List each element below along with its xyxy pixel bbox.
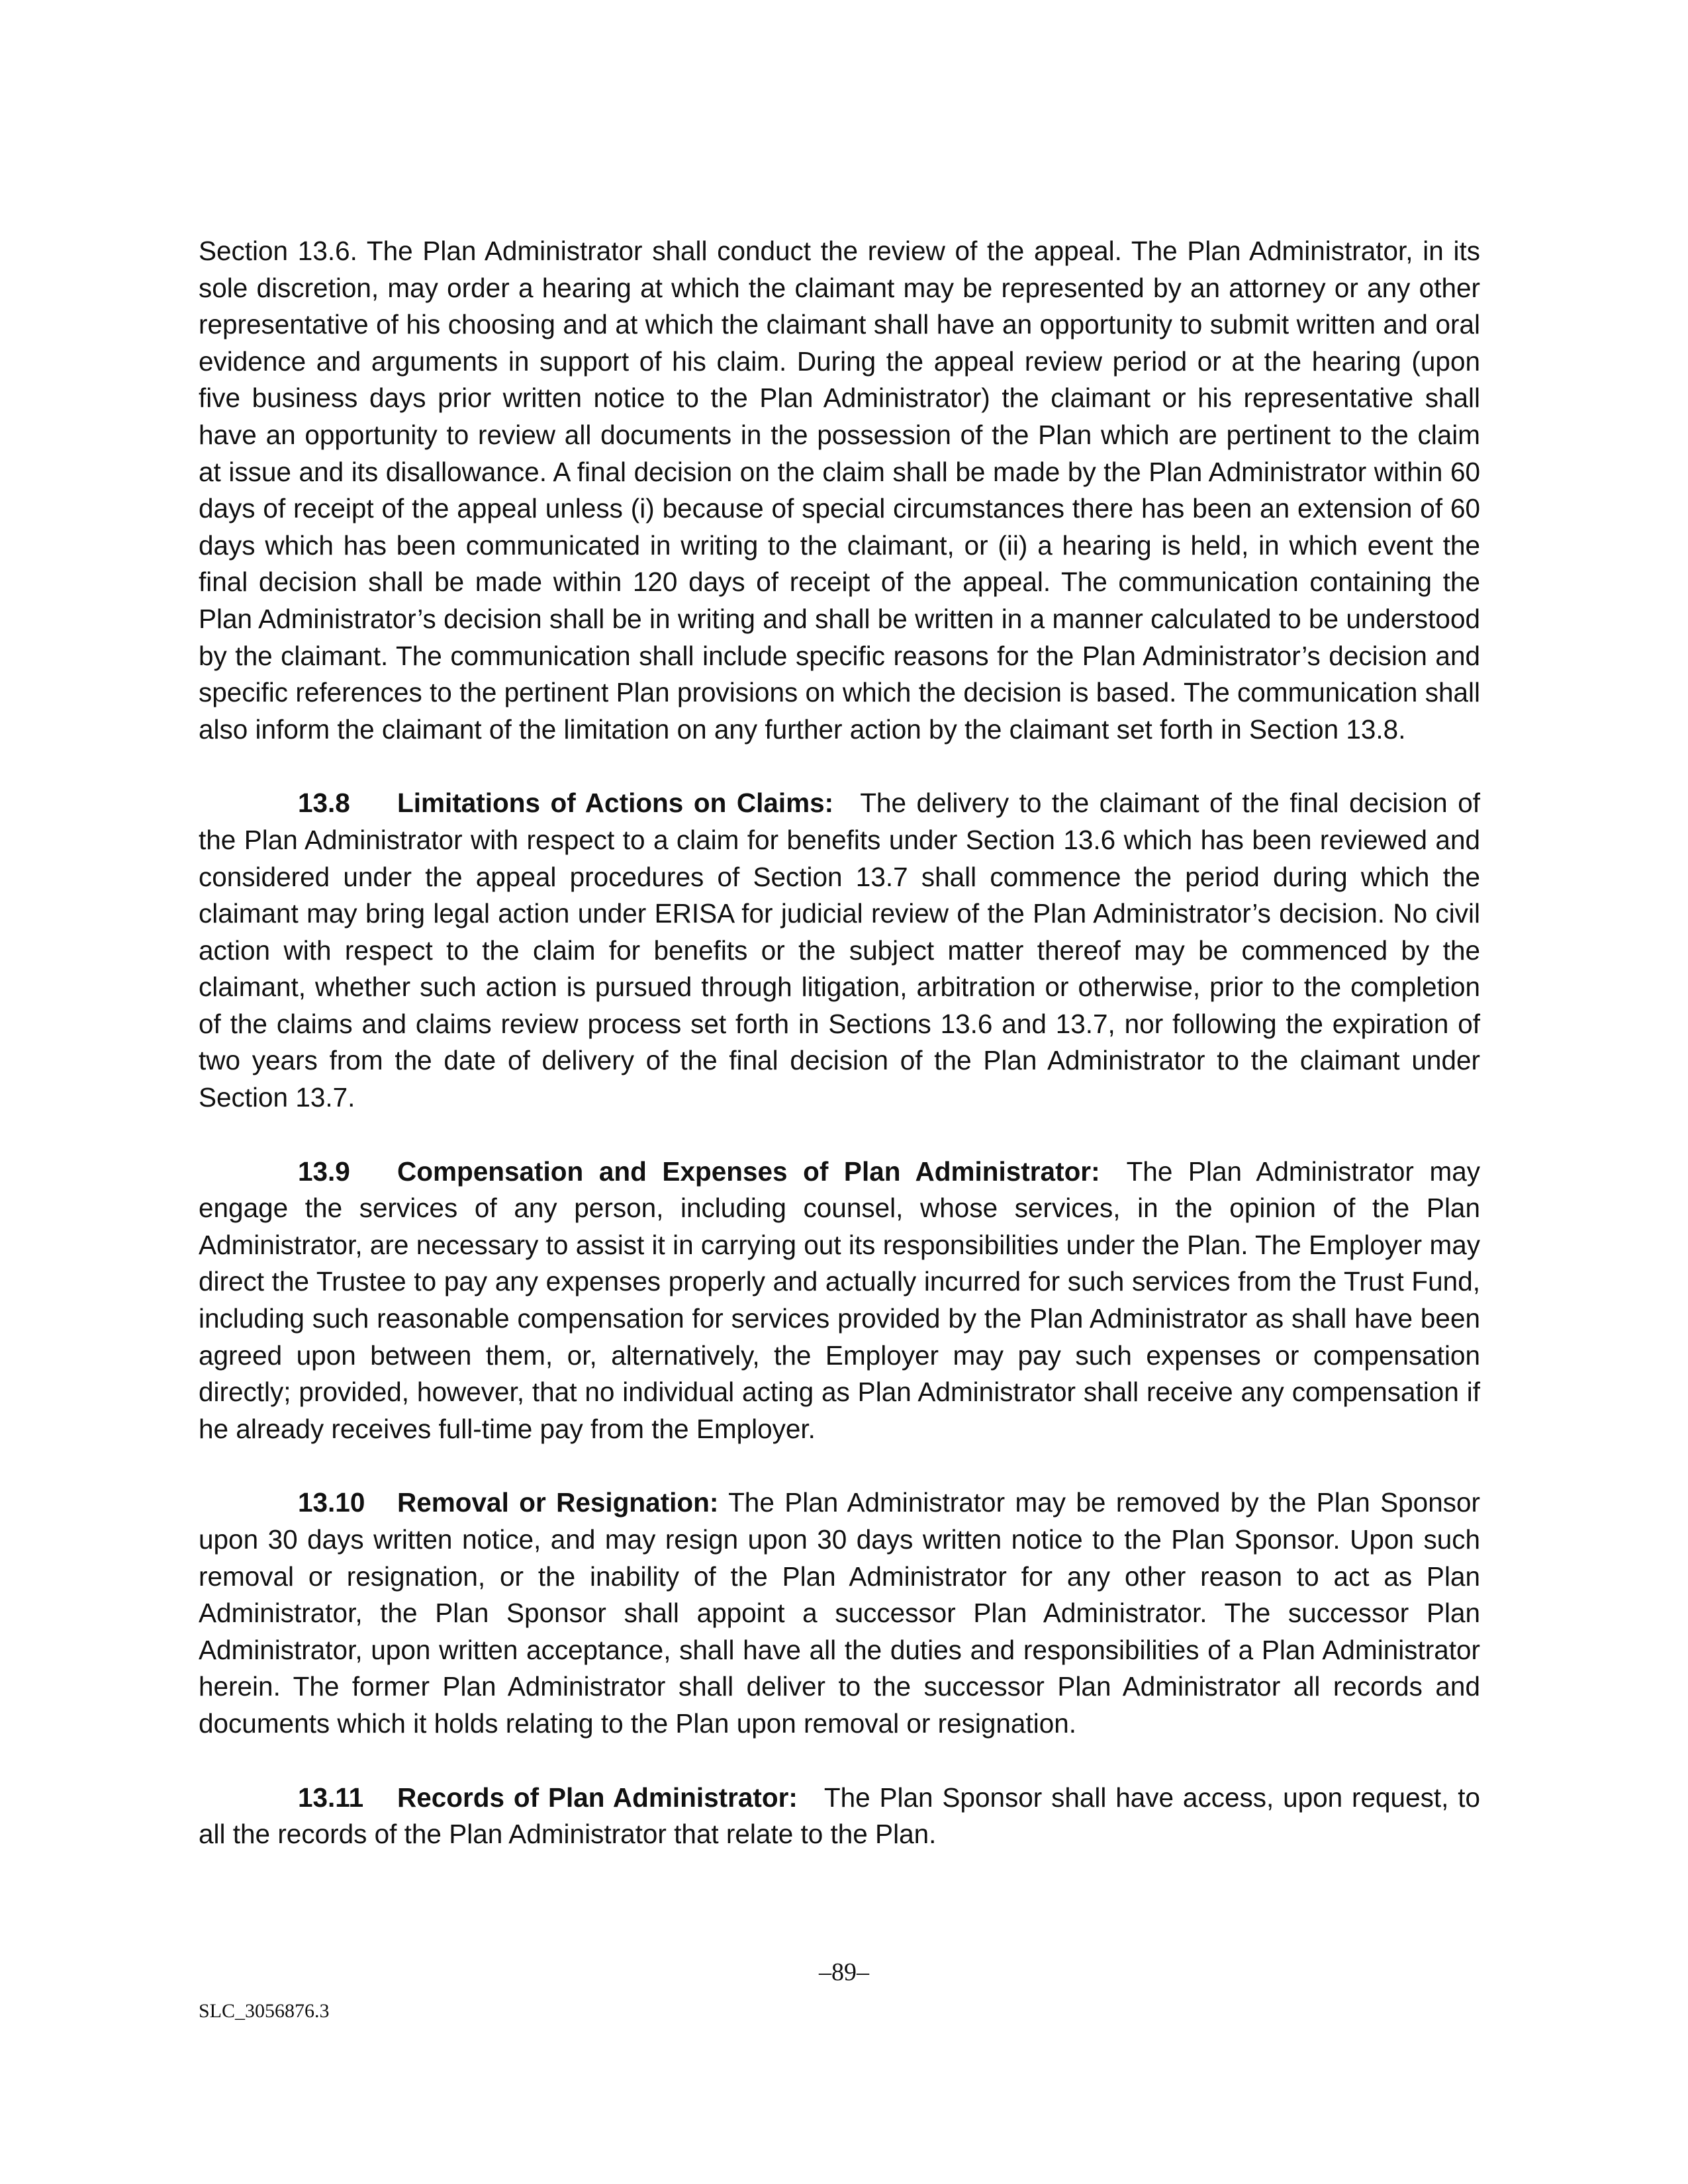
section-title: Limitations of Actions on Claims: [397, 788, 834, 819]
document-body [199, 233, 1480, 1853]
section-13-9 [199, 1154, 1480, 1448]
section-13-11 [199, 1780, 1480, 1853]
section-13-8 [199, 785, 1480, 1116]
section-text: The delivery to the claimant of the final decision of the Plan Administrator with respect to a claim for benefits under Section 13.6 which has been reviewed and considered under the appeal procedures of Section 13.7 shall commence the period during which the claimant may bring legal action under ERISA for judicial review of the Plan Administrator’s decision. No civil action with respect to the claim for benefits or the subject matter thereof may be commenced by the claimant, whether such action is pursued through litigation, arbitration or otherwise, prior to the completion of the claims and claims review process set forth in Sections 13.6 and 13.7, nor following the expiration of two years from the date of delivery of the final decision of the Plan Administrator to the claimant under Section 13.7. [199, 788, 1480, 1113]
paragraph-section-13-7-continuation [199, 233, 1480, 748]
section-text: The Plan Sponsor shall have access, upon request, to all the records of the Plan Administrator that relate to the Plan. [199, 1782, 1480, 1850]
section-number: 13.11 [298, 1782, 364, 1813]
section-number: 13.10 [298, 1487, 365, 1518]
section-title: Records of Plan Administrator: [397, 1782, 798, 1813]
section-title: Removal or Resignation: [397, 1487, 719, 1518]
section-13-10 [199, 1484, 1480, 1742]
section-title: Compensation and Expenses of Plan Administrator: [397, 1156, 1100, 1187]
page-number: –89– [819, 1958, 869, 1986]
section-text: The Plan Administrator may engage the services of any person, including counsel, whose services, in the opinion of the Plan Administrator, are necessary to assist it in carrying out its responsibilities under the Plan. The Employer may direct the Trustee to pay any expenses properly and actually incurred for such services from the Trust Fund, including such reasonable compensation for services provided by the Plan Administrator as shall have been agreed upon between them, or, alternatively, the Employer may pay such expenses or compensation directly; provided, however, that no individual acting as Plan Administrator shall receive any compensation if he already receives full-time pay from the Employer. [199, 1156, 1481, 1444]
section-number: 13.8 [298, 788, 350, 819]
document-id: SLC_3056876.3 [199, 2000, 330, 2022]
section-number: 13.9 [298, 1156, 350, 1187]
paragraph-text: Section 13.6. The Plan Administrator shall conduct the review of the appeal. The Plan Administrator, in its sole discretion, may order a hearing at which the claimant may be represented by an attorney or any other representative of his choosing and at which the claimant shall have an opportunity to submit written and oral evidence and arguments in support of his claim. During the appeal review period or at the hearing (upon five business days prior written notice to the Plan Administrator) the claimant or his representative shall have an opportunity to review all documents in the possession of the Plan which are pertinent to the claim at issue and its disallowance. A final decision on the claim shall be made by the Plan Administrator within 60 days of receipt of the appeal unless (i) because of special circumstances there has been an extension of 60 days which has been communicated in writing to the claimant, or (ii) a hearing is held, in which event the final decision shall be made within 120 days of receipt of the appeal. The communication containing the Plan Administrator’s decision shall be in writing and shall be written in a manner calculated to be understood by the claimant. The communication shall include specific reasons for the Plan Administrator’s decision and specific references to the pertinent Plan provisions on which the decision is based. The communication shall also inform the claimant of the limitation on any further action by the claimant set forth in Section 13.8. [199, 236, 1480, 745]
section-text: The Plan Administrator may be removed by the Plan Sponsor upon 30 days written notice, and may resign upon 30 days written notice to the Plan Sponsor. Upon such removal or resignation, or the inability of the Plan Administrator for any other reason to act as Plan Administrator, the Plan Sponsor shall appoint a successor Plan Administrator. The successor Plan Administrator, upon written acceptance, shall have all the duties and responsibilities of a Plan Administrator herein. The former Plan Administrator shall deliver to the successor Plan Administrator all records and documents which it holds relating to the Plan upon removal or resignation. [199, 1487, 1480, 1739]
